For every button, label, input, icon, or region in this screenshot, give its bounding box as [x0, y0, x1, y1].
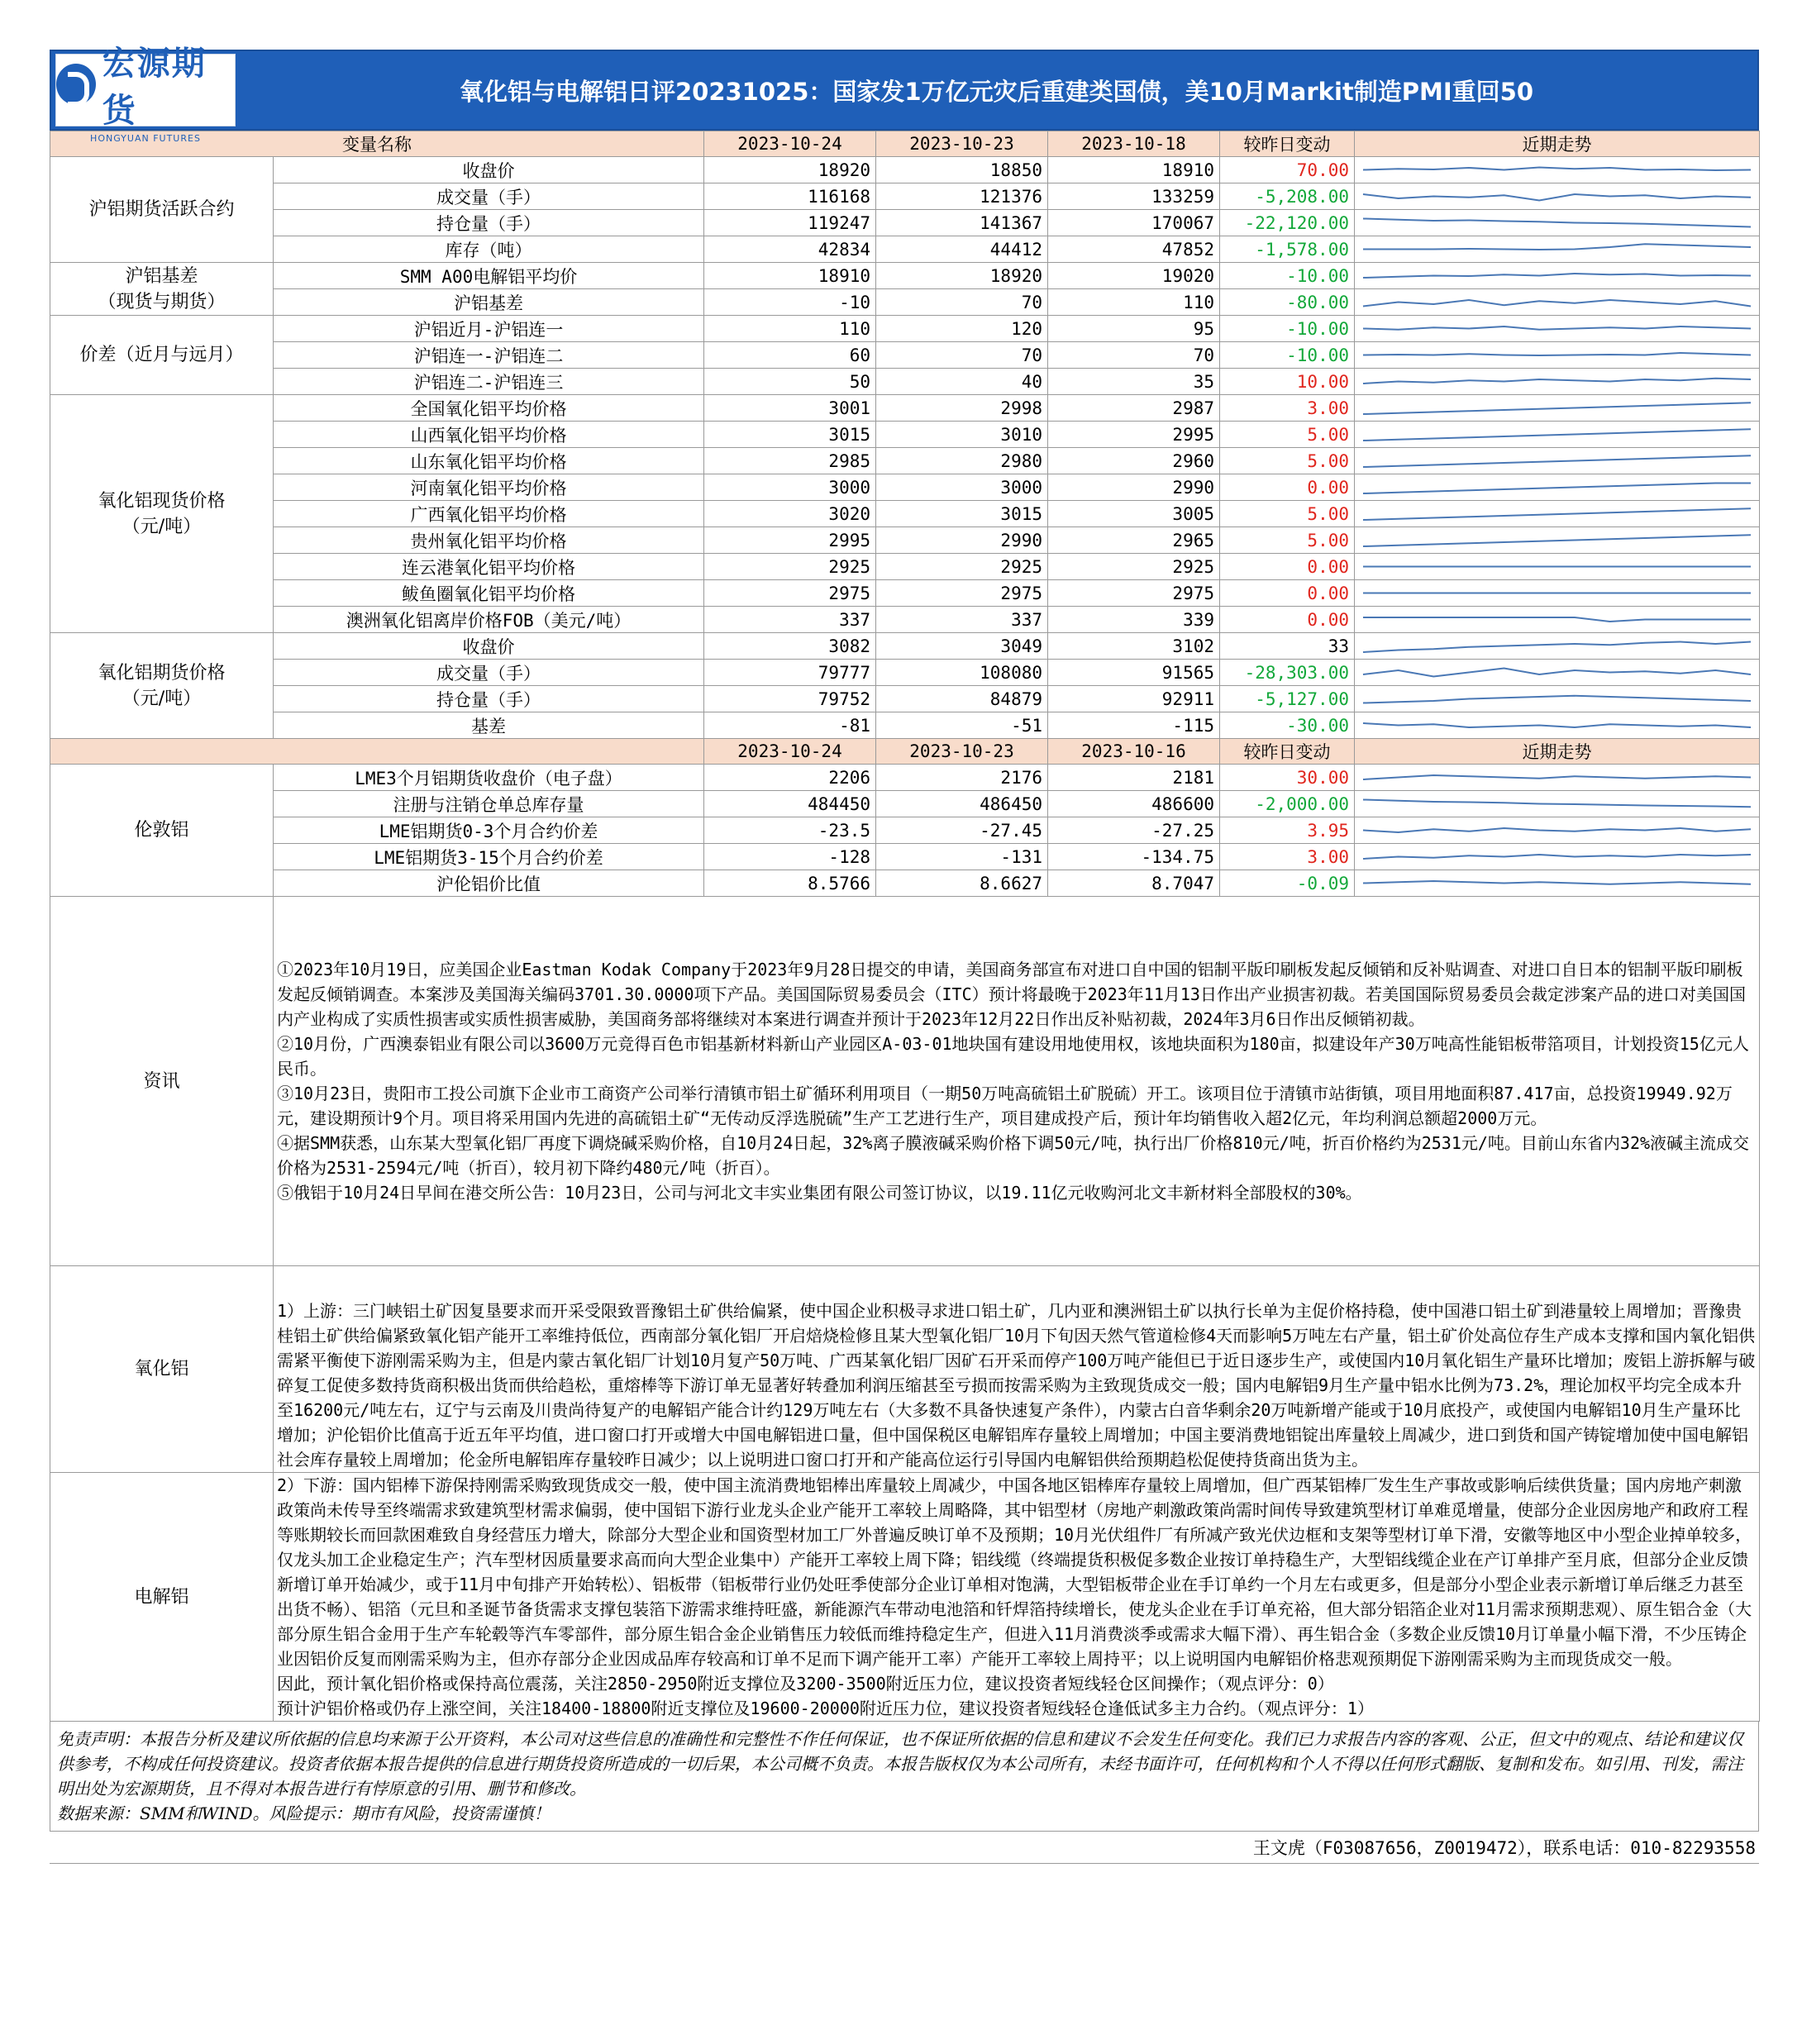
table-row: [50, 210, 1760, 236]
value-cell: 19020: [1048, 263, 1220, 289]
table-row: [50, 686, 1760, 712]
analyst-contact: 王文虎（F03087656，Z0019472），联系电话：010-82293558: [50, 1832, 1759, 1864]
table-row: [50, 369, 1760, 395]
category-label: 氧化铝期货价格 （元/吨）: [98, 662, 226, 709]
change-cell: 70.00: [1220, 157, 1355, 183]
change-cell: 0.00: [1220, 580, 1355, 607]
variable-name: 沪铝近月-沪铝连一: [274, 316, 704, 342]
category-cell: [50, 765, 274, 897]
trend-line: [1363, 723, 1751, 727]
trend-line: [1363, 855, 1751, 859]
paragraph: 1）上游：三门峡铝土矿因复垦要求而开采受限致晋豫铝土矿供给偏紧，使中国企业积极寻求进口铝土矿，几内亚和澳洲铝土矿以执行长单为主促价格持稳，使中国港口铝土矿到港量较上周增加；晋豫贵桂铝土矿供给偏紧致氧化铝产能开工率维持低位，西南部分氧化铝厂开启焙烧检修且某大型氧化铝厂10月下旬因天然气管道检修4天而影响5万吨左右产量，铝土矿价处高位存生产成本支撑和国内氧化铝供需紧平衡使下游刚需采购为主，但是内蒙古氧化铝厂计划10月复产50万吨、广西某氧化铝厂因矿石开采而停产100万吨产能但已于近日逐步生产，或使国内10月氧化铝生产量环比增加；废铝上游拆解与破碎复工促使多数持货商积极出货而供给趋松，重熔棒等下游订单无显著好转叠加利润压缩甚至亏损而按需采购为主致现货成交一般；国内电解铝9月生产量中铝水比例为73.2%，理论加权平均完全成本升至16200元/吨左右，辽宁与云南及川贵尚待复产的电解铝产能合计约129万吨左右（大多数不具备快速复产条件），内蒙古白音华剩余20万吨新增产能或于10月底投产，或使国内电解铝10月生产量环比增加；沪伦铝价比值高于近五年平均值，进口窗口打开或增大中国电解铝进口量，但中国保税区电解铝库存量较上周增加；中国主要消费地铝锭出库量较上周减少，进口到货和国产铸锭增加使中国电解铝社会库存量较上周增加；伦金所电解铝库存量较昨日减少；以上说明进口窗口打开和产能高位运行引导国内电解铝供给预期趋松促使持货商出货为主。: [277, 1301, 1756, 1470]
trend-cell: [1355, 817, 1760, 844]
change-cell: 33: [1220, 633, 1355, 660]
trend-line: [1363, 379, 1751, 384]
category-label: 氧化铝现货价格 （元/吨）: [98, 490, 226, 537]
table-row: [50, 791, 1760, 817]
change-cell: -30.00: [1220, 712, 1355, 739]
trend-cell: [1355, 633, 1760, 660]
value-cell: -10: [704, 289, 876, 316]
value-cell: 2995: [1048, 422, 1220, 448]
table-row: [50, 607, 1760, 633]
trend-line: [1363, 508, 1751, 520]
trend-sparkline: [1355, 791, 1759, 817]
table-row: [50, 765, 1760, 791]
paragraph: ①2023年10月19日，应美国企业Eastman Kodak Company于2023年9月28日提交的申请，美国商务部宣布对进口自中国的铝制平版印刷板发起反倾销和反补贴调查、对进口自日本的铝制平版印刷板发起反倾销调查。本案涉及美国海关编码3701.30.0000项下产品。美国国际贸易委员会（ITC）预计将最晚于2023年11月13日作出产业损害初裁。若美国国际贸易委员会裁定涉案产品的进口对美国国内产业构成了实质性损害或实质性损害威胁，美国商务部将继续对本案进行调查并预计于2023年12月22日作出反补贴初裁，2024年3月6日作出反倾销初裁。: [277, 960, 1746, 1029]
change-cell: 0.00: [1220, 554, 1355, 580]
table-row: [50, 501, 1760, 527]
variable-name: 基差: [274, 712, 704, 739]
variable-name: 沪铝连二-沪铝连三: [274, 369, 704, 395]
trend-cell: [1355, 289, 1760, 316]
value-cell: 8.5766: [704, 870, 876, 897]
header-cell-empty: [50, 739, 704, 765]
trend-sparkline: [1355, 633, 1759, 659]
paragraph: ③10月23日，贵阳市工投公司旗下企业市工商资产公司举行清镇市铝土矿循环利用项目（一期50万吨高硫铝土矿脱硫）开工。该项目位于清镇市站街镇，项目用地面积87.417亩，总投资19949.92万元，建设期预计9个月。项目将采用国内先进的高硫铝土矿“无传动反浮选脱硫”生产工艺进行生产，项目建成投产后，预计年均销售收入超2亿元，年均利润总额超2000万元。: [277, 1084, 1733, 1128]
value-cell: 484450: [704, 791, 876, 817]
trend-sparkline: [1355, 660, 1759, 685]
category-cell: [50, 395, 274, 633]
value-cell: 3049: [876, 633, 1048, 660]
change-cell: -2,000.00: [1220, 791, 1355, 817]
table-row: [50, 527, 1760, 554]
table-row: [50, 712, 1760, 739]
category-cell: [50, 157, 274, 263]
value-cell: -27.25: [1048, 817, 1220, 844]
value-cell: 91565: [1048, 660, 1220, 686]
section-text: [274, 897, 1760, 1266]
trend-cell: [1355, 183, 1760, 210]
paragraph: ⑤俄铝于10月24日早间在港交所公告：10月23日，公司与河北文丰实业集团有限公司签订协议，以19.11亿元收购河北文丰新材料全部股权的30%。: [277, 1183, 1362, 1203]
trend-line: [1363, 353, 1751, 355]
trend-cell: [1355, 870, 1760, 897]
value-cell: -23.5: [704, 817, 876, 844]
trend-sparkline: [1355, 870, 1759, 896]
trend-cell: [1355, 210, 1760, 236]
variable-name: 沪铝连一-沪铝连二: [274, 342, 704, 369]
value-cell: 3015: [876, 501, 1048, 527]
trend-cell: [1355, 554, 1760, 580]
table-row: [50, 395, 1760, 422]
trend-line: [1363, 484, 1751, 494]
variable-name: 澳洲氧化铝离岸价格FOB（美元/吨）: [274, 607, 704, 633]
change-cell: 3.00: [1220, 395, 1355, 422]
value-cell: -51: [876, 712, 1048, 739]
header-cell: 2023-10-16: [1048, 739, 1220, 765]
trend-sparkline: [1355, 289, 1759, 315]
value-cell: 35: [1048, 369, 1220, 395]
change-cell: 5.00: [1220, 527, 1355, 554]
value-cell: 119247: [704, 210, 876, 236]
value-cell: 2181: [1048, 765, 1220, 791]
value-cell: 2990: [1048, 474, 1220, 501]
trend-line: [1363, 455, 1751, 467]
trend-cell: [1355, 395, 1760, 422]
value-cell: 42834: [704, 236, 876, 263]
change-cell: -80.00: [1220, 289, 1355, 316]
data-table: [50, 131, 1760, 1722]
value-cell: 95: [1048, 316, 1220, 342]
value-cell: 337: [704, 607, 876, 633]
section-label: 电解铝: [50, 1473, 274, 1722]
variable-name: 持仓量（手）: [274, 686, 704, 712]
category-label: 沪铝基差 （现货与期货）: [98, 265, 226, 312]
trend-sparkline: [1355, 369, 1759, 394]
disclaimer-text: 免责声明：本报告分析及建议所依据的信息均来源于公开资料，本公司对这些信息的准确性和完整性不作任何保证，也不保证所依据的信息和建议不会发生任何变化。我们已力求报告内容的客观、公正，但文中的观点、结论和建议仅供参考，不构成任何投资建议。投资者依据本报告提供的信息进行期货投资所造成的一切后果，本公司概不负责。本报告版权仅为本公司所有，未经书面许可，任何机构和个人不得以任何形式翻版、复制和发布。如引用、刊发，需注明出处为宏源期货，且不得对本报告进行有悖原意的引用、删节和修改。: [57, 1729, 1743, 1799]
value-cell: 121376: [876, 183, 1048, 210]
trend-sparkline: [1355, 183, 1759, 209]
change-cell: 5.00: [1220, 422, 1355, 448]
trend-cell: [1355, 236, 1760, 263]
table-row: [50, 289, 1760, 316]
value-cell: -27.45: [876, 817, 1048, 844]
value-cell: 3082: [704, 633, 876, 660]
header-cell: 较昨日变动: [1220, 131, 1355, 157]
value-cell: 44412: [876, 236, 1048, 263]
trend-sparkline: [1355, 422, 1759, 447]
change-cell: -28,303.00: [1220, 660, 1355, 686]
trend-cell: [1355, 580, 1760, 607]
value-cell: 486450: [876, 791, 1048, 817]
trend-cell: [1355, 607, 1760, 633]
value-cell: 110: [1048, 289, 1220, 316]
trend-sparkline: [1355, 607, 1759, 632]
section-text: [274, 1473, 1760, 1722]
trend-line: [1363, 828, 1751, 832]
value-cell: 141367: [876, 210, 1048, 236]
variable-name: 收盘价: [274, 157, 704, 183]
variable-name: 贵州氧化铝平均价格: [274, 527, 704, 554]
trend-line: [1363, 219, 1751, 227]
text-section-row: [50, 1266, 1760, 1473]
value-cell: 120: [876, 316, 1048, 342]
variable-name: 沪铝基差: [274, 289, 704, 316]
text-section-row: [50, 1473, 1760, 1722]
value-cell: 337: [876, 607, 1048, 633]
trend-line: [1363, 326, 1751, 330]
trend-line: [1363, 617, 1751, 622]
variable-name: 成交量（手）: [274, 183, 704, 210]
value-cell: 116168: [704, 183, 876, 210]
value-cell: 18920: [704, 157, 876, 183]
table-row: [50, 236, 1760, 263]
trend-cell: [1355, 527, 1760, 554]
value-cell: 79777: [704, 660, 876, 686]
category-cell: [50, 263, 274, 316]
value-cell: 18920: [876, 263, 1048, 289]
trend-cell: [1355, 474, 1760, 501]
trend-sparkline: [1355, 236, 1759, 262]
trend-line: [1363, 800, 1751, 808]
variable-name: 注册与注销仓单总库存量: [274, 791, 704, 817]
trend-sparkline: [1355, 395, 1759, 421]
paragraph: 因此，预计氧化铝价格或保持高位震荡，关注2850-2950附近支撑位及3200-3500附近压力位，建议投资者短线轻仓区间操作；（观点评分：0）: [277, 1674, 1334, 1694]
data-source-text: 数据来源：SMM和WIND。风险提示：期市有风险，投资需谨慎！: [57, 1803, 551, 1823]
value-cell: 3001: [704, 395, 876, 422]
trend-cell: [1355, 686, 1760, 712]
trend-cell: [1355, 157, 1760, 183]
value-cell: 339: [1048, 607, 1220, 633]
header-cell: 较昨日变动: [1220, 739, 1355, 765]
change-cell: 10.00: [1220, 369, 1355, 395]
trend-line: [1363, 194, 1751, 201]
trend-line: [1363, 300, 1751, 307]
section-label: 氧化铝: [50, 1266, 274, 1473]
value-cell: 2176: [876, 765, 1048, 791]
trend-cell: [1355, 765, 1760, 791]
value-cell: 2960: [1048, 448, 1220, 474]
value-cell: 60: [704, 342, 876, 369]
value-cell: -81: [704, 712, 876, 739]
value-cell: 2965: [1048, 527, 1220, 554]
category-label: 沪铝期货活跃合约: [88, 199, 235, 220]
value-cell: 18850: [876, 157, 1048, 183]
trend-sparkline: [1355, 342, 1759, 368]
table-row: [50, 342, 1760, 369]
change-cell: 3.00: [1220, 844, 1355, 870]
value-cell: 2925: [1048, 554, 1220, 580]
trend-cell: [1355, 501, 1760, 527]
trend-sparkline: [1355, 527, 1759, 553]
trend-sparkline: [1355, 210, 1759, 236]
change-cell: -5,208.00: [1220, 183, 1355, 210]
change-cell: 3.95: [1220, 817, 1355, 844]
value-cell: 2206: [704, 765, 876, 791]
variable-name: LME铝期货3-15个月合约价差: [274, 844, 704, 870]
change-cell: -1,578.00: [1220, 236, 1355, 263]
trend-cell: [1355, 342, 1760, 369]
variable-name: LME3个月铝期货收盘价（电子盘）: [274, 765, 704, 791]
section-label: 资讯: [50, 897, 274, 1266]
value-cell: 2925: [876, 554, 1048, 580]
value-cell: 2987: [1048, 395, 1220, 422]
change-cell: 0.00: [1220, 607, 1355, 633]
value-cell: 2975: [704, 580, 876, 607]
value-cell: 8.6627: [876, 870, 1048, 897]
variable-name: 持仓量（手）: [274, 210, 704, 236]
value-cell: 79752: [704, 686, 876, 712]
trend-cell: [1355, 316, 1760, 342]
trend-sparkline: [1355, 844, 1759, 870]
table-header-row: [50, 739, 1760, 765]
trend-cell: [1355, 660, 1760, 686]
variable-name: 山西氧化铝平均价格: [274, 422, 704, 448]
value-cell: -115: [1048, 712, 1220, 739]
variable-name: 山东氧化铝平均价格: [274, 448, 704, 474]
change-cell: 30.00: [1220, 765, 1355, 791]
trend-sparkline: [1355, 501, 1759, 526]
change-cell: -10.00: [1220, 316, 1355, 342]
value-cell: 2995: [704, 527, 876, 554]
table-row: [50, 660, 1760, 686]
trend-line: [1363, 244, 1751, 250]
trend-cell: [1355, 791, 1760, 817]
value-cell: 2975: [1048, 580, 1220, 607]
value-cell: 2985: [704, 448, 876, 474]
table-row: [50, 422, 1760, 448]
variable-name: 广西氧化铝平均价格: [274, 501, 704, 527]
table-row: [50, 448, 1760, 474]
category-cell: [50, 316, 274, 395]
header-cell: 2023-10-23: [876, 739, 1048, 765]
table-row: [50, 633, 1760, 660]
trend-line: [1363, 696, 1751, 703]
variable-name: 鲅鱼圈氧化铝平均价格: [274, 580, 704, 607]
trend-sparkline: [1355, 765, 1759, 790]
value-cell: 2998: [876, 395, 1048, 422]
change-cell: -5,127.00: [1220, 686, 1355, 712]
header-cell: 2023-10-24: [704, 739, 876, 765]
value-cell: 3102: [1048, 633, 1220, 660]
trend-sparkline: [1355, 316, 1759, 341]
value-cell: 2980: [876, 448, 1048, 474]
text-section-row: [50, 897, 1760, 1266]
header-cell: 2023-10-23: [876, 131, 1048, 157]
table-row: [50, 817, 1760, 844]
category-label: 价差（近月与远月）: [79, 345, 244, 365]
table-row: [50, 183, 1760, 210]
trend-sparkline: [1355, 157, 1759, 183]
paragraph: 预计沪铝价格或仍存上涨空间，关注18400-18800附近支撑位及19600-20000附近压力位，建议投资者短线轻仓逢低试多主力合约。（观点评分：1）: [277, 1699, 1374, 1718]
table-row: [50, 157, 1760, 183]
trend-line: [1363, 429, 1751, 441]
trend-sparkline: [1355, 580, 1759, 606]
value-cell: 3000: [876, 474, 1048, 501]
value-cell: 2925: [704, 554, 876, 580]
report-title: 氧化铝与电解铝日评20231025：国家发1万亿元灾后重建类国债，美10月Markit制造PMI重回50: [459, 77, 1534, 106]
trend-cell: [1355, 448, 1760, 474]
value-cell: 3005: [1048, 501, 1220, 527]
variable-name: LME铝期货0-3个月合约价差: [274, 817, 704, 844]
value-cell: 2990: [876, 527, 1048, 554]
trend-line: [1363, 168, 1751, 171]
table-row: [50, 844, 1760, 870]
header-cell: 近期走势: [1355, 739, 1760, 765]
disclaimer: [50, 1722, 1759, 1832]
change-cell: -22,120.00: [1220, 210, 1355, 236]
trend-line: [1363, 881, 1751, 884]
section-text: [274, 1266, 1760, 1473]
value-cell: 18910: [1048, 157, 1220, 183]
value-cell: 70: [876, 342, 1048, 369]
variable-name: 成交量（手）: [274, 660, 704, 686]
variable-name: 沪伦铝价比值: [274, 870, 704, 897]
table-row: [50, 580, 1760, 607]
trend-sparkline: [1355, 448, 1759, 474]
variable-name: 收盘价: [274, 633, 704, 660]
value-cell: 18910: [704, 263, 876, 289]
trend-cell: [1355, 422, 1760, 448]
trend-cell: [1355, 263, 1760, 289]
value-cell: 40: [876, 369, 1048, 395]
trend-line: [1363, 403, 1751, 414]
value-cell: 50: [704, 369, 876, 395]
report: [50, 44, 1759, 1864]
value-cell: 70: [1048, 342, 1220, 369]
header-cell: 2023-10-18: [1048, 131, 1220, 157]
header-cell: 近期走势: [1355, 131, 1760, 157]
value-cell: 108080: [876, 660, 1048, 686]
value-cell: -131: [876, 844, 1048, 870]
trend-cell: [1355, 712, 1760, 739]
trend-line: [1363, 274, 1751, 278]
logo-mark-icon: [56, 64, 96, 105]
table-row: [50, 474, 1760, 501]
trend-cell: [1355, 369, 1760, 395]
value-cell: 3000: [704, 474, 876, 501]
variable-name: 全国氧化铝平均价格: [274, 395, 704, 422]
table-row: [50, 554, 1760, 580]
change-cell: 5.00: [1220, 501, 1355, 527]
trend-line: [1363, 642, 1751, 653]
variable-name: 库存（吨）: [274, 236, 704, 263]
value-cell: -128: [704, 844, 876, 870]
value-cell: 84879: [876, 686, 1048, 712]
variable-name: 河南氧化铝平均价格: [274, 474, 704, 501]
trend-sparkline: [1355, 263, 1759, 288]
value-cell: 170067: [1048, 210, 1220, 236]
table-row: [50, 870, 1760, 897]
header-cell: 变量名称: [50, 131, 704, 157]
value-cell: 92911: [1048, 686, 1220, 712]
trend-sparkline: [1355, 712, 1759, 738]
trend-line: [1363, 669, 1751, 677]
paragraph: ②10月份，广西澳泰铝业有限公司以3600万元竞得百色市铝基新材料新山产业园区A-03-01地块国有建设用地使用权，该地块面积为180亩，拟建设年产30万吨高性能铝板带箔项目，计划投资15亿元人民币。: [277, 1034, 1749, 1079]
table-header-row: [50, 131, 1760, 157]
value-cell: 3015: [704, 422, 876, 448]
value-cell: 3010: [876, 422, 1048, 448]
trend-sparkline: [1355, 554, 1759, 579]
category-cell: [50, 633, 274, 739]
trend-sparkline: [1355, 474, 1759, 500]
trend-line: [1363, 775, 1751, 779]
change-cell: 5.00: [1220, 448, 1355, 474]
trend-line: [1363, 535, 1751, 546]
logo-name: 宏源期货: [102, 44, 207, 130]
category-label: 伦敦铝: [134, 820, 189, 841]
table-row: [50, 263, 1760, 289]
logo-subtitle: HONGYUAN FUTURES: [90, 132, 201, 144]
value-cell: 110: [704, 316, 876, 342]
value-cell: -134.75: [1048, 844, 1220, 870]
value-cell: 2975: [876, 580, 1048, 607]
value-cell: 47852: [1048, 236, 1220, 263]
trend-cell: [1355, 844, 1760, 870]
change-cell: -10.00: [1220, 263, 1355, 289]
value-cell: 486600: [1048, 791, 1220, 817]
company-logo: [55, 44, 236, 144]
paragraph: 2）下游：国内铝棒下游保持刚需采购致现货成交一般，使中国主流消费地铝棒出库量较上周减少，中国各地区铝棒库存量较上周增加，但广西某铝棒厂发生生产事故或影响后续供货量；国内房地产刺激政策尚未传导至终端需求致建筑型材需求偏弱，使中国铝下游行业龙头企业产能开工率较上周略降，其中铝型材（房地产刺激政策尚需时间传导致建筑型材订单难觅增量，使部分企业因房地产和政府工程等账期较长而回款困难致自身经营压力增大，除部分大型企业和国资型材加工厂外普遍反映订单不及预期；10月光伏组件厂有所减产致光伏边框和支架等型材订单下滑，安徽等地区中小型企业掉单较多，仅龙头加工企业稳定生产；汽车型材因质量要求高而向大型企业集中）产能开工率较上周下降；铝线缆（终端提货积极促多数企业按订单持稳生产，大型铝线缆企业在产订单排产至月底，但部分企业反馈新增订单开始减少，或于11月中旬排产开始转松）、铝板带（铝板带行业仍处旺季使部分企业订单相对饱满，大型铝板带企业在手订单约一个月左右或更多，但是部分小型企业表示新增订单后继乏力甚至出货不畅）、铝箔（元旦和圣诞节备货需求支撑包装箔下游需求维持旺盛，新能源汽车带动电池箔和钎焊箔持续增长，使龙头企业在手订单充裕，但大部分铝箔企业对11月需求预期悲观）、原生铝合金（大部分原生铝合金用于生产车轮毂等汽车零部件，部分原生铝合金企业销售压力较低而维持稳定生产，但进入11月消费淡季或需求大幅下滑）、再生铝合金（多数企业反馈10月订单量小幅下滑，不少压铸企业因铝价反复而刚需采购为主，但亦存部分企业因成品库存较高和订单不足而下调产能开工率）产能开工率较上周持平；以上说明国内电解铝价格悲观预期促下游刚需采购为主而现货成交一般。: [277, 1475, 1752, 1669]
value-cell: 133259: [1048, 183, 1220, 210]
variable-name: SMM A00电解铝平均价: [274, 263, 704, 289]
change-cell: 0.00: [1220, 474, 1355, 501]
change-cell: -10.00: [1220, 342, 1355, 369]
value-cell: 3020: [704, 501, 876, 527]
trend-sparkline: [1355, 817, 1759, 843]
header-cell: 2023-10-24: [704, 131, 876, 157]
value-cell: 70: [876, 289, 1048, 316]
table-row: [50, 316, 1760, 342]
paragraph: ④据SMM获悉，山东某大型氧化铝厂再度下调烧碱采购价格，自10月24日起，32%离子膜液碱采购价格下调50元/吨，执行出厂价格810元/吨，折百价格约为2531元/吨。目前山东省内32%液碱主流成交价格为2531-2594元/吨（折百），较月初下降约480元/吨（折百）。: [277, 1133, 1750, 1178]
change-cell: -0.09: [1220, 870, 1355, 897]
trend-sparkline: [1355, 686, 1759, 712]
variable-name: 连云港氧化铝平均价格: [274, 554, 704, 580]
value-cell: 8.7047: [1048, 870, 1220, 897]
